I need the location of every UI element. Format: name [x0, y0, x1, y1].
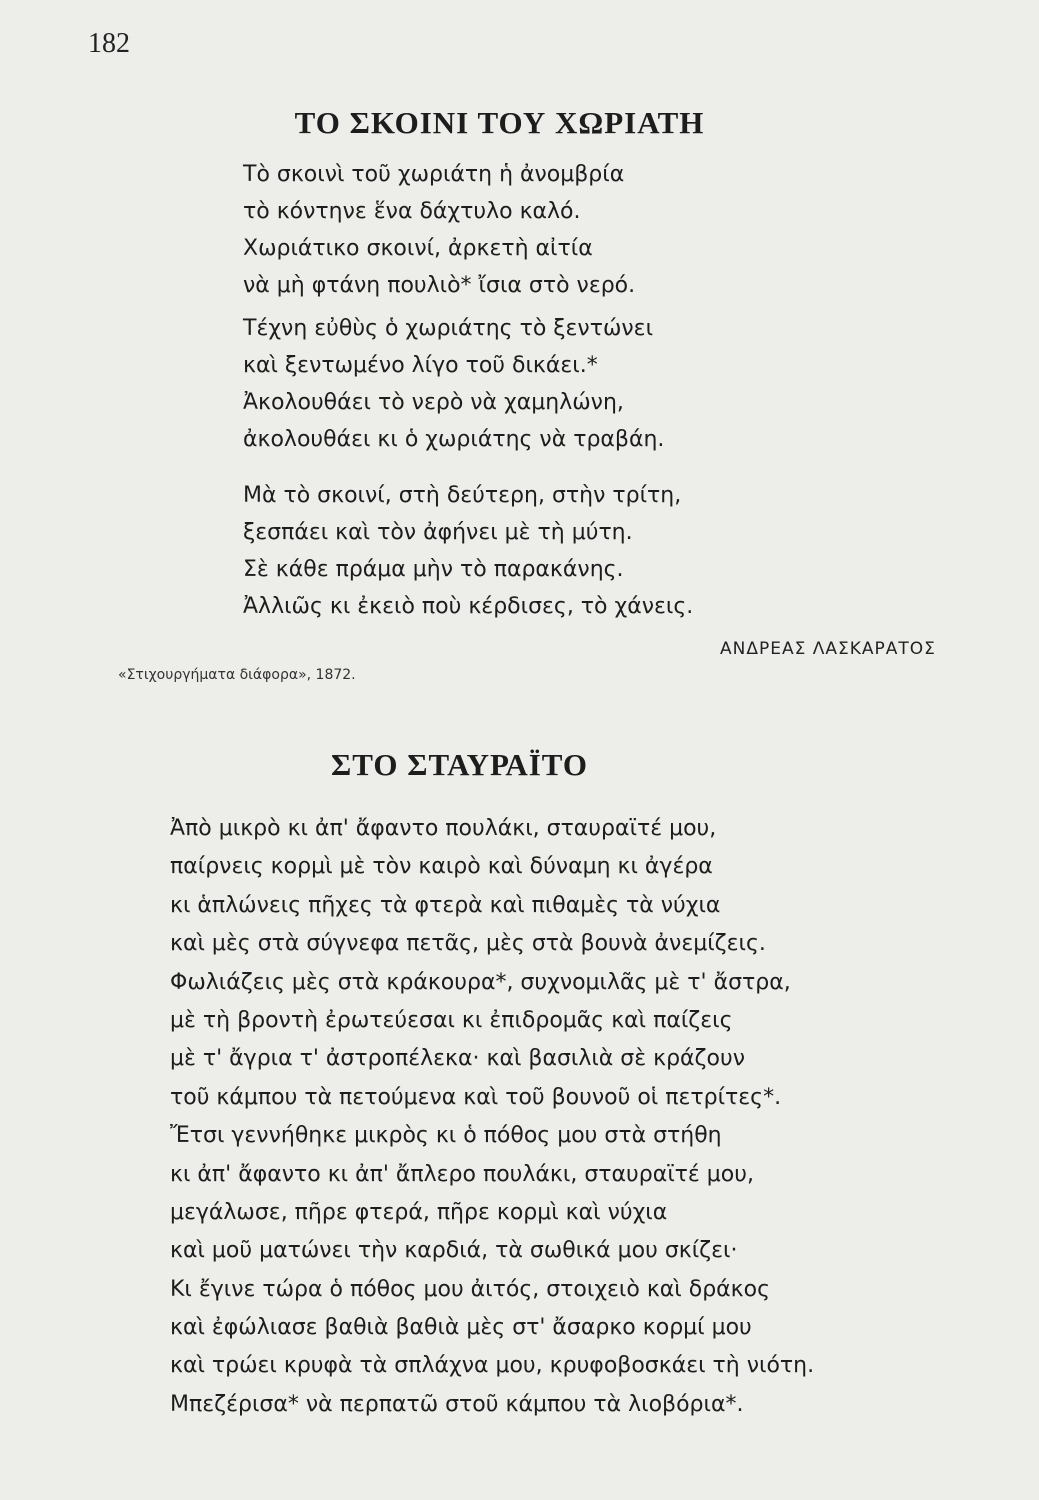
poem-line: μεγάλωσε, πῆρε φτερά, πῆρε κορμὶ καὶ νύχια — [170, 1199, 668, 1225]
poem-line: Τὸ σκοινὶ τοῦ χωριάτη ἡ ἀνομβρία — [243, 162, 625, 187]
poem-line: Μπεζέρισα* νὰ περπατῶ στοῦ κάμπου τὰ λιοβόρια*. — [170, 1391, 744, 1417]
poem-title: ΣΤΟ ΣΤΑΥΡΑΪΤΟ — [330, 746, 589, 782]
poem-line: ἀκολουθάει κι ὁ χωριάτης νὰ τραβάη. — [243, 427, 665, 452]
poem-line: Κι ἔγινε τώρα ὁ πόθος μου ἀιτός, στοιχειὸ καὶ δράκος — [170, 1276, 770, 1302]
poem-line: καὶ μοῦ ματώνει τὴν καρδιά, τὰ σωθικά μου σκίζει· — [170, 1238, 738, 1264]
poem-line: Μὰ τὸ σκοινί, στὴ δεύτερη, στὴν τρίτη, — [243, 483, 682, 508]
poem-line: μὲ τ' ἄγρια τ' ἀστροπέλεκα· καὶ βασιλιὰ σὲ κράζουν — [170, 1046, 745, 1072]
poem-line: καὶ ξεντωμένο λίγο τοῦ δικάει.* — [243, 353, 598, 378]
poem-line: Ἔτσι γεννήθηκε μικρὸς κι ὁ πόθος μου στὰ στήθη — [170, 1123, 722, 1149]
poem-author: ΑΝΔΡΕΑΣ ΛΑΣΚΑΡΑΤΟΣ — [720, 639, 936, 659]
poem-line: κι ἁπλώνεις πῆχες τὰ φτερὰ καὶ πιθαμὲς τὰ νύχια — [170, 892, 721, 918]
stanza — [243, 477, 693, 625]
poem-line: κι ἀπ' ἄφαντο κι ἀπ' ἄπλερο πουλάκι, σταυραϊτέ μου, — [170, 1161, 754, 1187]
stanza — [170, 810, 814, 1424]
poem-line: καὶ μὲς στὰ σύγνεφα πετᾶς, μὲς στὰ βουνὰ ἀνεμίζεις. — [170, 931, 766, 957]
stanza — [243, 310, 664, 458]
poem-line: μὲ τὴ βροντὴ ἐρωτεύεσαι κι ἐπιδρομᾶς καὶ παίζεις — [170, 1007, 733, 1033]
poem-line: Χωριάτικο σκοινί, ἀρκετὴ αἰτία — [243, 236, 593, 261]
poem-line: ξεσπάει καὶ τὸν ἀφήνει μὲ τὴ μύτη. — [243, 520, 633, 545]
poem-line: Σὲ κάθε πράμα μὴν τὸ παρακάνης. — [243, 557, 624, 582]
page-number: 182 — [88, 28, 130, 59]
poem-line: Ἀκολουθάει τὸ νερὸ νὰ χαμηλώνη, — [243, 390, 624, 415]
poem-source: «Στιχουργήματα διάφορα», 1872. — [118, 667, 356, 683]
poem-line: καὶ τρώει κρυφὰ τὰ σπλάχνα μου, κρυφοβοσκάει τὴ νιότη. — [170, 1353, 815, 1379]
poem-line: Τέχνη εὐθὺς ὁ χωριάτης τὸ ξεντώνει — [243, 316, 654, 341]
poem-title: ΤΟ ΣΚΟΙΝΙ ΤΟΥ ΧΩΡΙΑΤΗ — [294, 104, 705, 140]
stanza — [243, 156, 635, 304]
poem-line: καὶ ἐφώλιασε βαθιὰ βαθιὰ μὲς στ' ἄσαρκο κορμί μου — [170, 1315, 752, 1341]
poem-line: τοῦ κάμπου τὰ πετούμενα καὶ τοῦ βουνοῦ οἱ πετρίτες*. — [170, 1084, 782, 1110]
poem-line: τὸ κόντηνε ἕνα δάχτυλο καλό. — [243, 199, 581, 224]
poem-line: νὰ μὴ φτάνη πουλιὸ* ἴσια στὸ νερό. — [243, 273, 636, 298]
poem-line: Φωλιάζεις μὲς στὰ κράκουρα*, συχνομιλᾶς μὲ τ' ἄστρα, — [170, 969, 791, 995]
poem-line: Ἀλλιῶς κι ἐκειὸ ποὺ κέρδισες, τὸ χάνεις. — [243, 594, 694, 619]
poem-line: παίρνεις κορμὶ μὲ τὸν καιρὸ καὶ δύναμη κι ἀγέρα — [170, 854, 713, 880]
poem-line: Ἀπὸ μικρὸ κι ἀπ' ἄφαντο πουλάκι, σταυραϊτέ μου, — [170, 816, 717, 841]
